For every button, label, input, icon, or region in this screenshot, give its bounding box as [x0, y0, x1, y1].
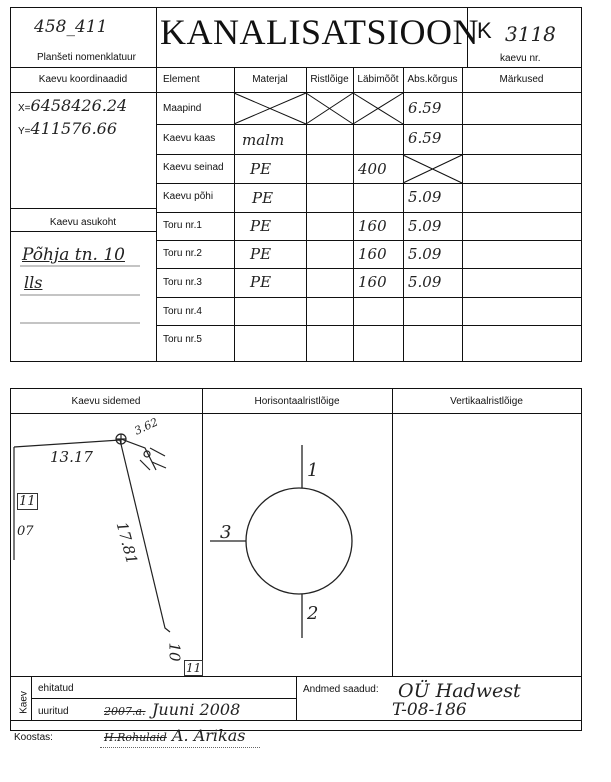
uuritud-value: Juuni 2008	[152, 700, 241, 719]
andmed-line-2: T-08-186	[392, 700, 467, 720]
header-height: Abs.kõrgus	[407, 74, 458, 85]
header-material: Materjal	[252, 74, 288, 85]
coordinates-heading: Kaevu koordinaadid	[38, 74, 128, 85]
coordinate-y	[18, 119, 117, 139]
row-element: Toru nr.4	[163, 306, 202, 317]
row-material: malm	[242, 131, 285, 149]
row-diameter: 160	[358, 217, 387, 235]
coordinate-x-value: 6458426.24	[30, 96, 128, 115]
sketch-distance-2: 17.81	[112, 520, 142, 567]
pipe-label-3: 3	[220, 522, 232, 543]
page-title: KANALISATSIOON	[160, 12, 479, 52]
row-element: Kaevu põhi	[163, 191, 214, 202]
row-height: 6.59	[408, 99, 442, 117]
header-notes: Märkused	[499, 74, 544, 85]
row-element: Toru nr.5	[163, 334, 202, 345]
coordinate-x	[18, 96, 127, 116]
location-line-2: lls	[24, 273, 43, 292]
coordinate-y-value: 411576.66	[30, 119, 118, 138]
uuritud-struck: 2007.a.	[104, 705, 146, 718]
pipe-label-2: 2	[307, 603, 319, 624]
coordinate-x-prefix: X=	[18, 103, 31, 114]
sketch-side-mark-1: 11	[19, 494, 36, 509]
koostas-struck: H.Rohulaid	[104, 731, 167, 744]
row-height: 6.59	[408, 129, 442, 147]
row-material: PE	[250, 160, 272, 178]
sketch-bottom-mark-2: 11	[186, 661, 202, 675]
header-element: Element	[163, 74, 200, 85]
header-diameter: Läbimõõt	[357, 74, 399, 85]
location-line-1: Põhja tn. 10	[22, 245, 125, 265]
row-element: Kaevu kaas	[163, 133, 216, 144]
row-material: PE	[250, 217, 272, 235]
well-number: 3118	[505, 22, 556, 46]
row-diameter: 160	[358, 245, 387, 263]
sketch-bottom-mark-1: 10	[165, 642, 184, 662]
coordinate-y-prefix: Y=	[18, 126, 31, 137]
row-height: 5.09	[408, 217, 442, 235]
andmed-line-1: OÜ Hadwest	[398, 680, 521, 702]
kaev-label: Kaev	[18, 691, 30, 714]
well-caption: kaevu nr.	[500, 53, 541, 64]
andmed-label: Andmed saadud:	[303, 684, 379, 695]
row-material: PE	[252, 189, 274, 207]
sketch-heading-links: Kaevu sidemed	[71, 396, 141, 407]
sketch-heading-horizontal: Horisontaalristlõige	[254, 396, 340, 407]
koostas-underline	[100, 747, 260, 748]
sheet-caption: Planšeti nomenklatuur	[37, 52, 136, 63]
row-element: Toru nr.3	[163, 277, 202, 288]
uuritud-label: uuritud	[38, 706, 69, 717]
row-material: PE	[250, 273, 272, 291]
row-element: Toru nr.1	[163, 220, 202, 231]
sheet-number: 458_411	[34, 17, 108, 37]
row-material: PE	[250, 245, 272, 263]
ehitatud-label: ehitatud	[38, 683, 74, 694]
header-section: Ristlõige	[310, 74, 349, 85]
row-diameter: 400	[358, 160, 387, 178]
koostas-label: Koostas:	[14, 732, 53, 743]
row-height: 5.09	[408, 188, 442, 206]
well-prefix: K	[477, 18, 492, 43]
koostas-value: A. Arikas	[172, 726, 246, 745]
row-element: Kaevu seinad	[163, 162, 224, 173]
sketch-note-small: 3.62	[132, 415, 161, 438]
location-heading: Kaevu asukoht	[49, 217, 117, 228]
sketch-heading-vertical: Vertikaalristlõige	[450, 396, 523, 407]
pipe-label-1: 1	[307, 460, 319, 481]
row-diameter: 160	[358, 273, 387, 291]
sketch-side-mark-2: 07	[17, 524, 34, 539]
sketch-distance-1: 13.17	[50, 448, 93, 466]
row-height: 5.09	[408, 273, 442, 291]
row-height: 5.09	[408, 245, 442, 263]
row-element: Maapind	[163, 103, 202, 114]
row-element: Toru nr.2	[163, 248, 202, 259]
